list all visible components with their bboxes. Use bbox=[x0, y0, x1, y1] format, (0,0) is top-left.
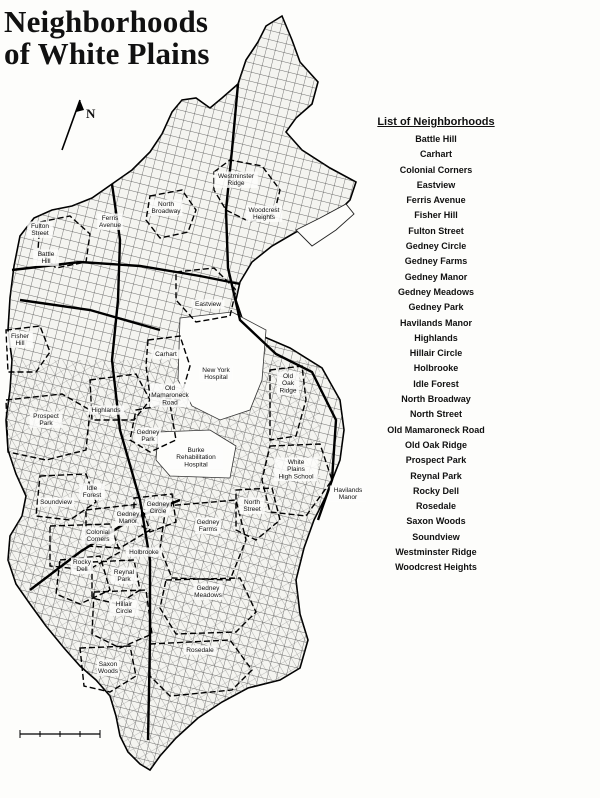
map-label-saxon-woods bbox=[98, 661, 119, 675]
map-label-line: Gedney bbox=[196, 519, 220, 526]
map-label-line: Eastview bbox=[194, 301, 222, 308]
map-label-line: Holbrooke bbox=[129, 549, 159, 556]
map-label-line: Hospital bbox=[204, 374, 228, 382]
map-label-line: Avenue bbox=[99, 222, 121, 230]
legend-item: Fisher Hill bbox=[414, 210, 458, 221]
map-label-line: Hillair bbox=[115, 601, 133, 608]
legend-item: Old Mamaroneck Road bbox=[387, 424, 485, 435]
map-label-woodcrest-heights bbox=[249, 207, 280, 221]
legend-item: Prospect Park bbox=[405, 455, 467, 466]
legend-item: Reynal Park bbox=[410, 470, 462, 481]
legend-item: Havilands Manor bbox=[399, 317, 473, 328]
map-label-line: Road bbox=[162, 399, 178, 407]
map-label-line: Park bbox=[39, 420, 53, 428]
legend-item: Rosedale bbox=[415, 501, 457, 512]
north-arrow bbox=[62, 100, 96, 150]
north-arrow-label: N bbox=[86, 106, 96, 121]
map-label-eastview bbox=[195, 301, 221, 308]
map-label-rosedale bbox=[186, 647, 214, 654]
map-label-line: Park bbox=[117, 576, 131, 584]
map-label-line: Street bbox=[31, 230, 49, 238]
legend-item: Old Oak Ridge bbox=[404, 439, 467, 450]
legend-item: Rocky Dell bbox=[412, 485, 460, 496]
map-label-line: Carhart bbox=[155, 351, 177, 358]
map-label-line: Westminster bbox=[218, 173, 254, 180]
map-label-line: Colonial bbox=[86, 529, 110, 536]
legend-item: North Broadway bbox=[401, 394, 471, 405]
map-label-line: Broadway bbox=[151, 208, 181, 216]
map-label-line: Ridge bbox=[227, 180, 245, 188]
map-label-highlands bbox=[92, 407, 122, 414]
map-label-line: Rehabilitation bbox=[176, 454, 216, 462]
scale-bar bbox=[20, 730, 100, 738]
legend-heading: List of Neighborhoods bbox=[377, 116, 495, 128]
map-label-gedney-farms bbox=[197, 519, 221, 533]
legend-item: Gedney Meadows bbox=[397, 286, 475, 297]
map-label-gedney-meadows bbox=[194, 585, 223, 599]
map-label-line: Saxon bbox=[98, 661, 118, 668]
map-label-line: Ridge bbox=[279, 387, 297, 395]
map-label-line: Oak bbox=[282, 380, 294, 388]
legend-item: Soundview bbox=[412, 531, 460, 542]
map-label-line: Hill bbox=[15, 340, 25, 348]
map-label-line: Dell bbox=[76, 566, 88, 574]
map-label-line: Hospital bbox=[184, 461, 208, 469]
map-label-gedney-manor bbox=[117, 511, 141, 525]
map-label-line: Ferris bbox=[101, 215, 119, 222]
legend-item: Fulton Street bbox=[408, 225, 464, 236]
map-label-line: New York bbox=[202, 367, 230, 374]
map-label-line: Corners bbox=[86, 536, 110, 544]
map-label-line: Gedney bbox=[116, 511, 140, 518]
map-label-line: Hill bbox=[41, 258, 51, 266]
map-label-line: Street bbox=[243, 506, 261, 514]
legend-item: Gedney Park bbox=[408, 302, 464, 313]
map-title bbox=[4, 6, 210, 70]
map-label-hillair-circle bbox=[116, 601, 133, 615]
map-label-line: Circle bbox=[149, 508, 167, 516]
legend-item: Gedney Manor bbox=[404, 271, 468, 282]
legend-item: Eastview bbox=[416, 179, 456, 190]
map-label-line: Forest bbox=[82, 492, 102, 500]
legend-item: Idle Forest bbox=[413, 378, 459, 389]
map-label-line: North bbox=[158, 201, 174, 208]
map-label-line: Woodcrest bbox=[248, 207, 280, 214]
map-label-line: Fisher bbox=[10, 333, 30, 340]
map-label-line: Woods bbox=[97, 668, 119, 676]
map-label-line: High School bbox=[278, 473, 314, 481]
map-label-line: Gedney bbox=[146, 501, 170, 508]
map-label-new-york-hospital bbox=[202, 367, 230, 381]
title-line-2: of White Plains bbox=[4, 36, 210, 71]
neighborhood-legend bbox=[368, 116, 504, 576]
legend-item: Highlands bbox=[414, 332, 458, 343]
legend-list bbox=[368, 132, 504, 576]
legend-item: Gedney Farms bbox=[404, 256, 468, 267]
map-label-line: Mamaroneck bbox=[151, 392, 189, 400]
map-label-line: Battle bbox=[37, 251, 55, 258]
map-label-line: Prospect bbox=[33, 413, 59, 420]
map-label-holbrooke bbox=[129, 549, 159, 556]
map-label-line: Gedney bbox=[196, 585, 220, 592]
map-label-line: Soundview bbox=[40, 499, 72, 506]
title-line-1: Neighborhoods bbox=[4, 4, 209, 39]
map-label-line: Farms bbox=[198, 526, 218, 534]
map-label-line: Heights bbox=[252, 214, 276, 222]
legend-item: Colonial Corners bbox=[399, 164, 473, 175]
legend-item: North Street bbox=[409, 409, 462, 420]
legend-item: Battle Hill bbox=[415, 134, 457, 144]
map-label-ferris-avenue bbox=[99, 215, 121, 229]
map-label-line: Idle bbox=[86, 485, 98, 492]
map-label-line: Manor bbox=[338, 494, 358, 502]
map-label-line: Burke bbox=[187, 447, 205, 454]
map-label-line: Havilands bbox=[333, 487, 363, 494]
map-label-line: Rosedale bbox=[186, 647, 214, 654]
map-label-north-street bbox=[243, 499, 261, 513]
map-label-carhart bbox=[155, 351, 177, 358]
map-label-line: Old bbox=[164, 385, 176, 392]
map-label-fulton-street bbox=[31, 223, 49, 237]
map-label-line: Reynal bbox=[113, 569, 135, 576]
map-label-soundview bbox=[40, 499, 72, 506]
legend-item: Ferris Avenue bbox=[406, 195, 466, 206]
map-label-line: Park bbox=[141, 436, 155, 444]
legend-item: Saxon Woods bbox=[406, 516, 466, 527]
map-label-line: Old bbox=[282, 373, 294, 380]
legend-item: Holbrooke bbox=[413, 363, 459, 374]
legend-item: Woodcrest Heights bbox=[395, 562, 477, 573]
map-label-line: North bbox=[244, 499, 260, 506]
map-label-line: Rocky bbox=[72, 559, 92, 566]
map-label-line: White bbox=[287, 459, 305, 466]
map-label-line: Gedney bbox=[136, 429, 160, 436]
map-label-line: Manor bbox=[118, 518, 138, 526]
legend-item: Westminster Ridge bbox=[395, 547, 477, 558]
legend-item: Gedney Circle bbox=[405, 241, 467, 252]
legend-item: Carhart bbox=[419, 149, 452, 160]
map-label-line: Plains bbox=[287, 466, 305, 474]
map-label-line: Fulton bbox=[30, 223, 50, 230]
map-label-line: Meadows bbox=[194, 592, 222, 600]
map-label-line: Highlands bbox=[91, 407, 121, 414]
map-label-line: Circle bbox=[115, 608, 133, 616]
legend-item: Hillair Circle bbox=[409, 348, 463, 359]
map-label-colonial-corners bbox=[86, 529, 110, 543]
